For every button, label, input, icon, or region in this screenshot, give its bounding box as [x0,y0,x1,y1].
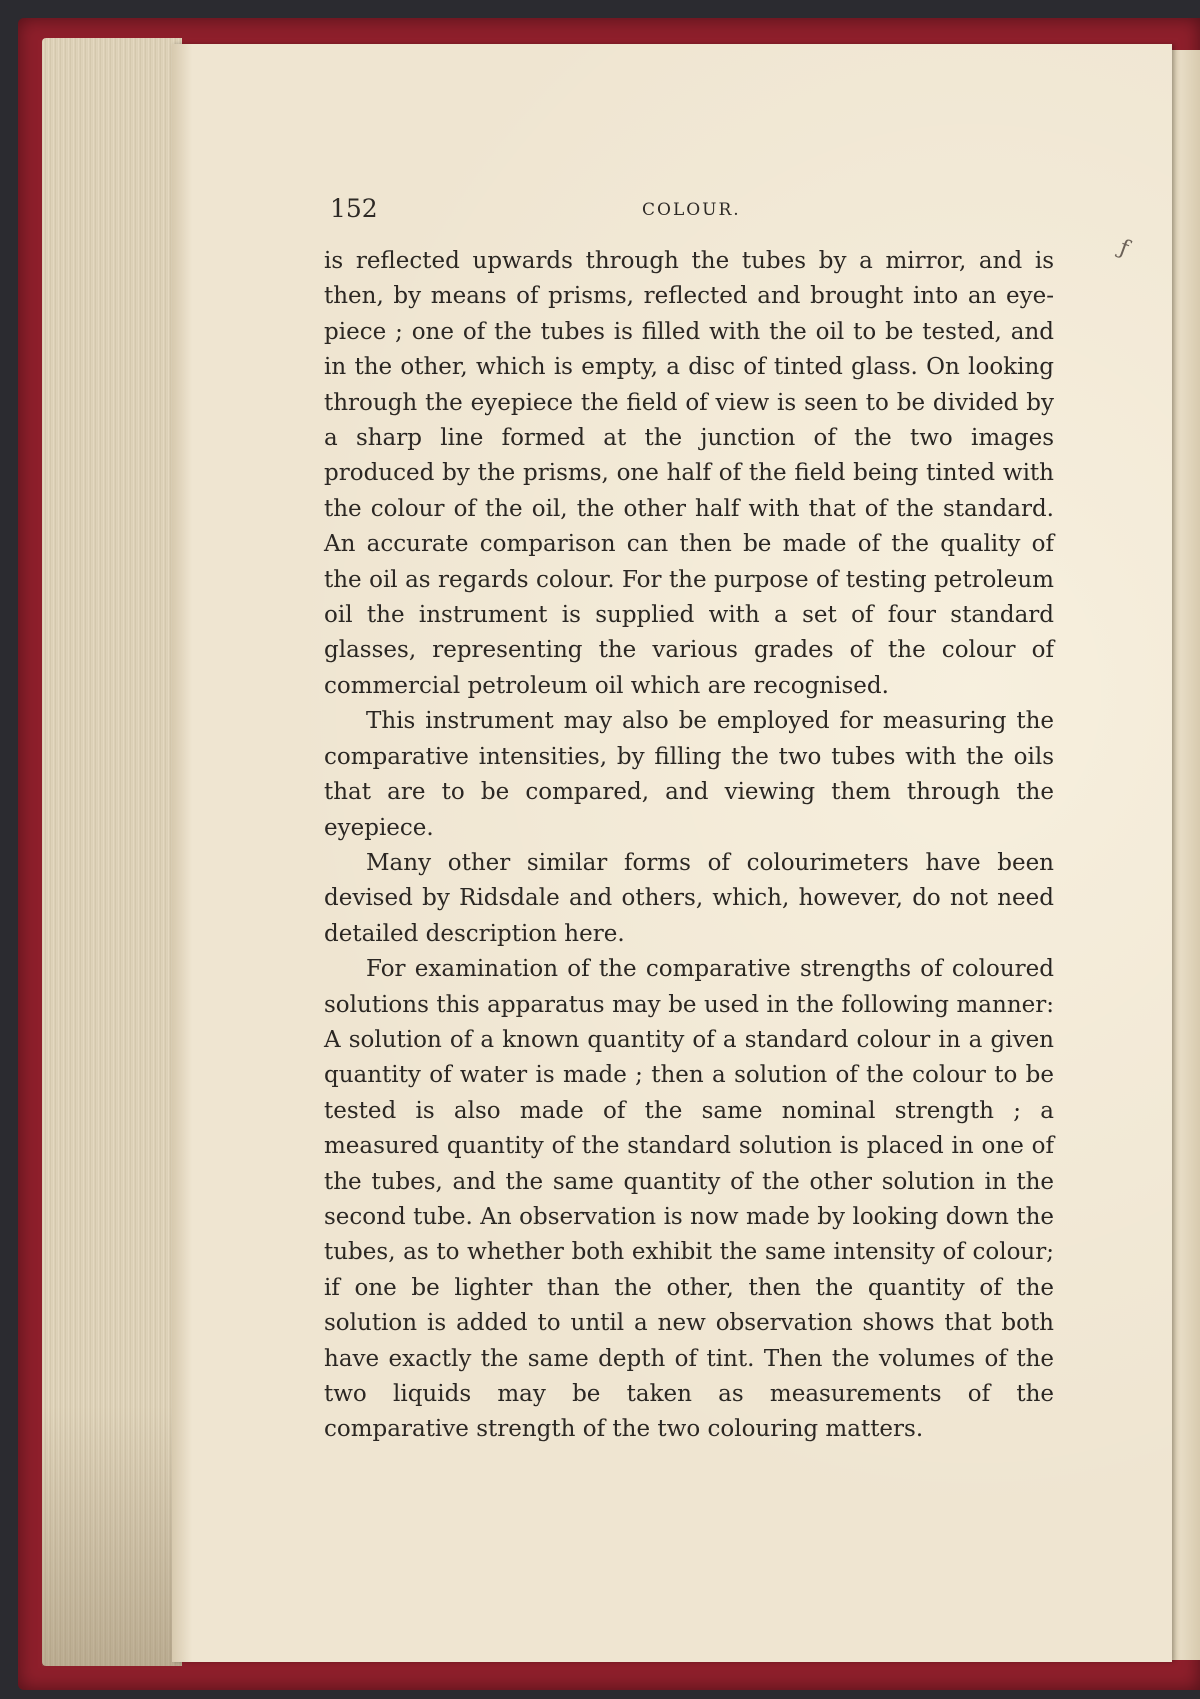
page-number: 152 [330,194,378,223]
paragraph: For examination of the comparative strengths of coloured solutions this apparatus may be used in the following manner: A solution of a known quantity of a standard colour in a given quantity of water is made ; then a solution of the colour to be tested is also made of the same nominal strength ; a measured quantity of the standard solution is placed in one of the tubes, and the same quantity of the other solution in the second tube. An observation is now made by looking down the tubes, as to whether both exhibit the same intensity of colour; if one be lighter than the other, then the quantity of the solution is added to until a new observation shows that both have exactly the same depth of tint. Then the volumes of the two liquids may be taken as measurements of the comparative strength of the two colouring matters. [324,956,1054,1443]
page-edges-left [42,38,182,1666]
pencil-mark-icon: ƒ [1115,235,1133,262]
paragraph: This instrument may also be employed for measuring the comparative intensities, by filling the two tubes with the oils that are to be compared, and viewing them through the eyepiece. [324,708,1054,841]
running-title: COLOUR. [642,200,741,220]
paragraph: Many other similar forms of colourimeters have been devised by Ridsdale and others, which, however, do not need detailed description here. [324,849,1054,947]
body-text [324,244,1054,1448]
paragraph: is reflected upwards through the tubes by a mirror, and is then, by means of prisms, reflected and brought into an eye-piece ; one of the tubes is filled with the oil to be tested, and in the other, which is empty, a disc of tinted glass. On looking through the eyepiece the field of view is seen to be divided by a sharp line formed at the junction of the two images produced by the prisms, one half of the field being tinted with the colour of the oil, the other half with that of the standard. An accurate comparison can then be made of the quality of the oil as regards colour. For the purpose of testing petroleum oil the instrument is supplied with a set of four standard glasses, representing the various grades of the colour of commercial petroleum oil which are recognised. [324,248,1054,699]
page-edge-right [1168,50,1200,1660]
running-header [330,194,1050,230]
